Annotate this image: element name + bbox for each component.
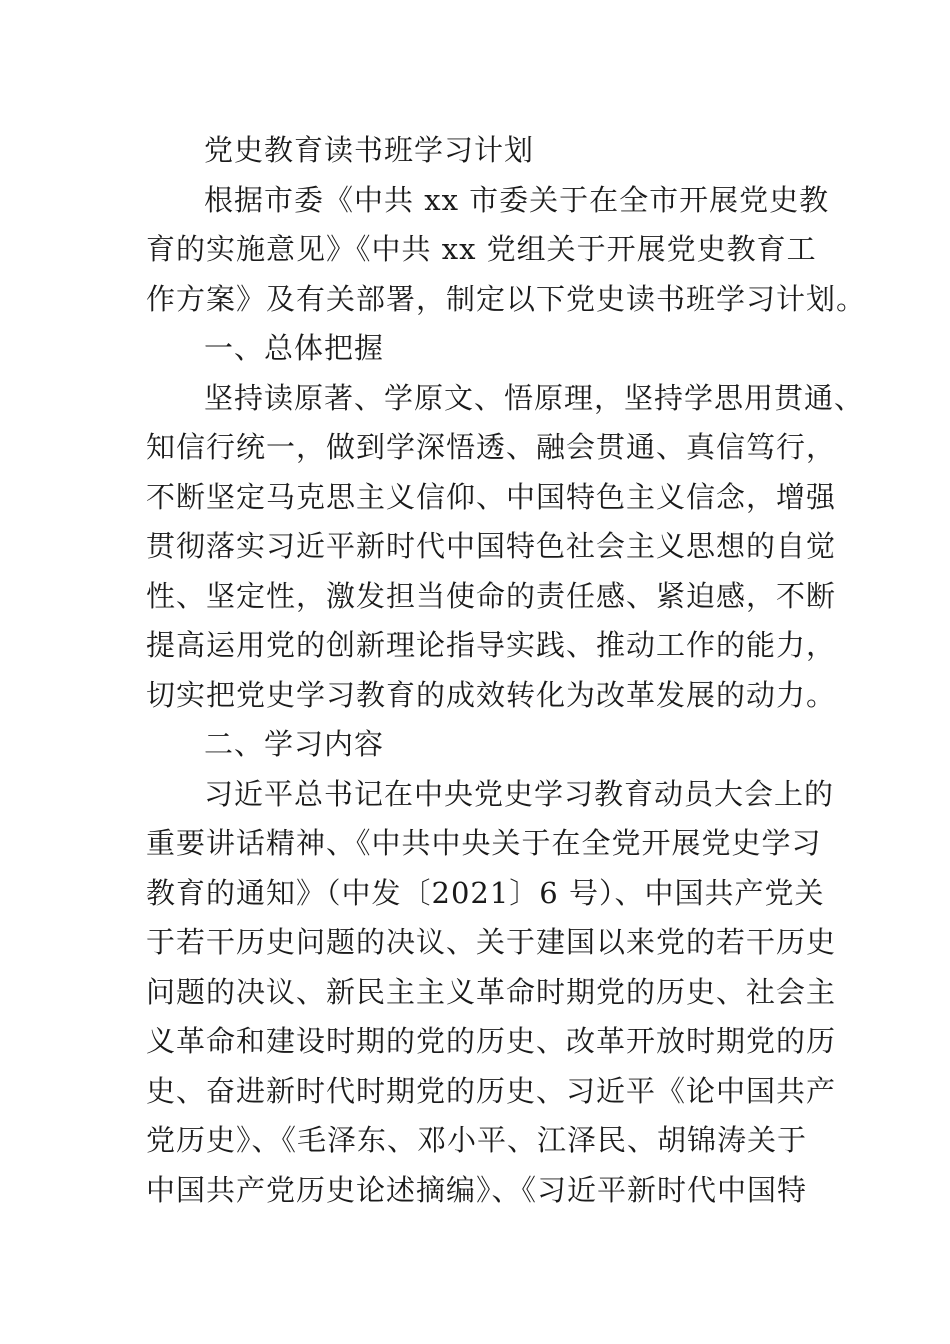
paragraph-intro-line-2: 育的实施意见》《中共 xx 党组关于开展党史教育工 [146, 232, 817, 266]
paragraph-overview-line-2: 知信行统一，做到学深悟透、融会贯通、真信笃行， [146, 430, 837, 464]
paragraph-content-line-1: 习近平总书记在中央党史学习教育动员大会上的 [204, 776, 835, 811]
section-heading-2: 二、学习内容 [204, 727, 385, 761]
paragraph-content-line-7: 史、奋进新时代时期党的历史、习近平《论中国共产 [146, 1073, 837, 1108]
paragraph-content-line-6: 义革命和建设时期的党的历史、改革开放时期党的历 [146, 1024, 837, 1058]
paragraph-content-line-4: 于若干历史问题的决议、关于建国以来党的若干历史 [146, 925, 837, 959]
paragraph-overview-line-5: 性、坚定性，激发担当使命的责任感、紧迫感，不断 [146, 578, 837, 613]
paragraph-intro-line-1: 根据市委《中共 xx 市委关于在全市开展党史教 [204, 182, 830, 217]
paragraph-overview-line-1: 坚持读原著、学原文、悟原理，坚持学思用贯通、 [204, 380, 865, 415]
paragraph-overview-line-4: 贯彻落实习近平新时代中国特色社会主义思想的自觉 [146, 529, 837, 563]
document-body [146, 126, 867, 1215]
paragraph-content-line-8: 党历史》、《毛泽东、邓小平、江泽民、胡锦涛关于 [146, 1123, 808, 1157]
paragraph-content-line-2: 重要讲话精神、《中共中央关于在全党开展党史学习 [146, 826, 822, 860]
paragraph-content-line-3: 教育的通知》（中发〔2021〕6 号）、中国共产党关 [146, 875, 825, 910]
paragraph-overview-line-3: 不断坚定马克思主义信仰、中国特色主义信念，增强 [146, 479, 837, 514]
paragraph-content-line-9: 中国共产党历史论述摘编》、《习近平新时代中国特 [146, 1172, 808, 1207]
paragraph-content-line-5: 问题的决议、新民主主义革命时期党的历史、社会主 [146, 974, 837, 1009]
paragraph-overview-line-6: 提高运用党的创新理论指导实践、推动工作的能力， [146, 628, 837, 662]
paragraph-overview-line-7: 切实把党史学习教育的成效转化为改革发展的动力。 [146, 677, 837, 712]
section-heading-1: 一、总体把握 [204, 331, 385, 365]
document-title: 党史教育读书班学习计划 [204, 133, 535, 167]
paragraph-intro-line-3: 作方案》及有关部署，制定以下党史读书班学习计划。 [146, 281, 867, 316]
